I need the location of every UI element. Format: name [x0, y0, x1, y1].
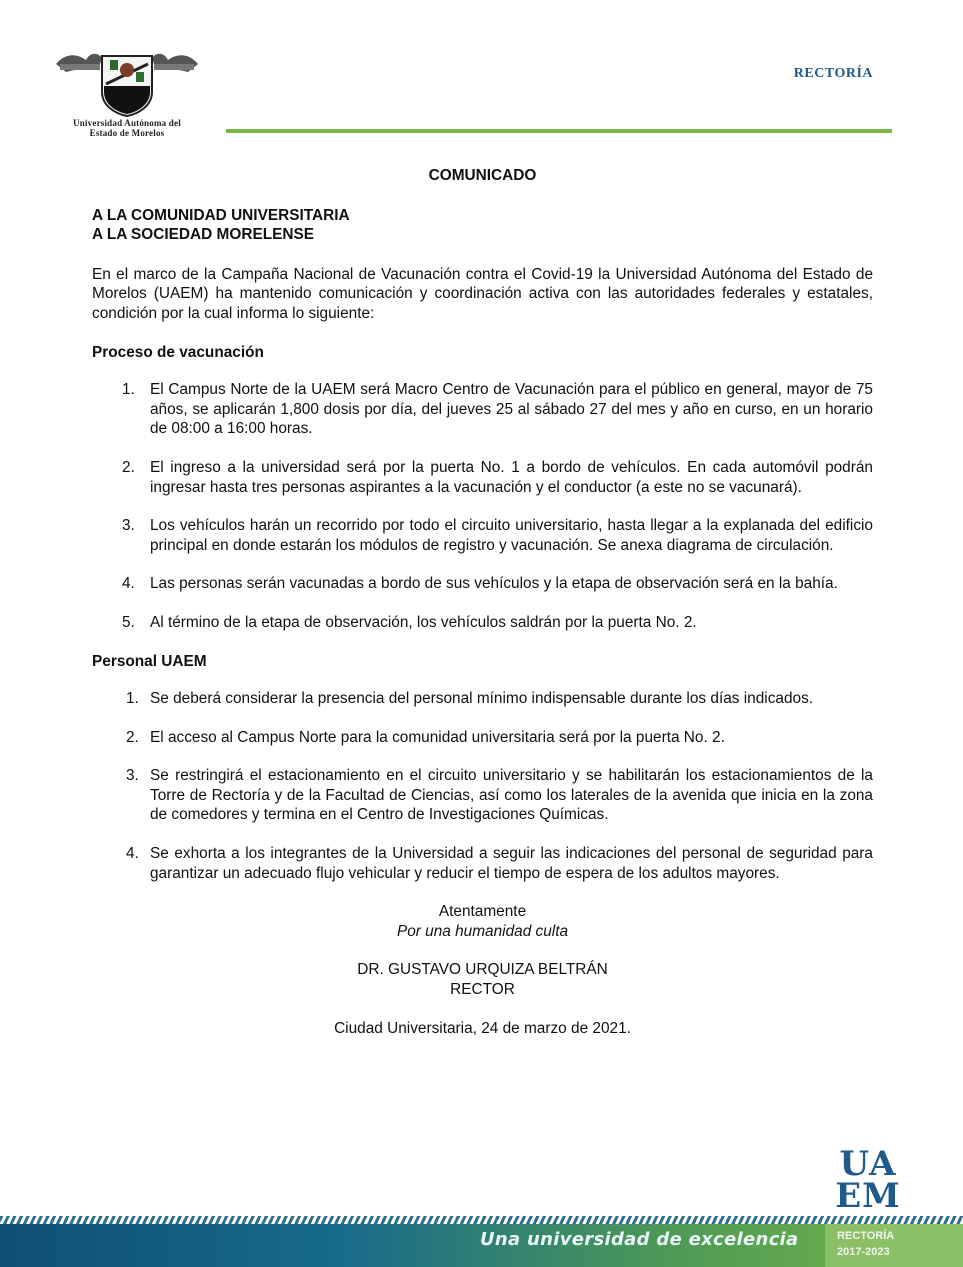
list-item	[92, 516, 873, 555]
closing-block	[92, 902, 873, 1038]
document-title: COMUNICADO	[428, 167, 537, 184]
item-number: 1.	[126, 690, 139, 708]
university-logo	[52, 46, 202, 146]
university-name-line1: Universidad Autónoma del	[73, 118, 181, 128]
list-item	[92, 844, 873, 883]
section-heading-staff: Personal UAEM	[92, 652, 207, 670]
list-item	[92, 574, 873, 594]
staff-list	[92, 689, 873, 883]
item-text: El acceso al Campus Norte para la comunidad universitaria será por la puerta No. 2.	[150, 728, 725, 746]
list-item	[92, 766, 873, 825]
place-date: Ciudad Universitaria, 24 de marzo de 2021.	[334, 1019, 631, 1037]
item-text: Se exhorta a los integrantes de la Universidad a seguir las indicaciones del personal de seguridad para garantizar un adecuado flujo vehicular y reducir el tiempo de espera de los adultos mayores.	[150, 845, 873, 882]
item-text: Se deberá considerar la presencia del personal mínimo indispensable durante los días indicados.	[150, 690, 814, 708]
document-body	[92, 166, 873, 1038]
item-text: Los vehículos harán un recorrido por todo el circuito universitario, hasta llegar a la explanada del edificio principal en donde estarán los módulos de registro y vacunación. Se anexa diagrama de circulación.	[150, 517, 873, 554]
period-years: 2017-2023	[837, 1246, 890, 1258]
item-text: Al término de la etapa de observación, los vehículos saldrán por la puerta No. 2.	[150, 613, 697, 631]
addressee-block	[92, 206, 873, 245]
footer-period-badge	[825, 1224, 963, 1267]
item-text: El Campus Norte de la UAEM será Macro Centro de Vacunación para el público en general, mayor de 75 años, se aplicarán 1,800 dosis por día, del jueves 25 al sábado 27 del mes y año en curso, en un horario de 08:00 a 16:00 horas.	[150, 381, 873, 438]
item-number: 1.	[122, 381, 135, 399]
list-item	[92, 458, 873, 497]
salutation: Atentamente	[438, 903, 527, 921]
uaem-wordmark	[832, 1144, 904, 1218]
item-text: Se restringirá el estacionamiento en el circuito universitario y se habilitarán los estacionamientos de la Torre de Rectoría y de la Facultad de Ciencias, así como los laterales de la avenida que inicia en la zona de comedores y termina en el Centro de Investigaciones Químicas.	[150, 767, 873, 824]
addressee-line: A LA SOCIEDAD MORELENSE	[92, 226, 315, 244]
header-divider	[226, 129, 892, 133]
addressee-line: A LA COMUNIDAD UNIVERSITARIA	[92, 206, 350, 224]
footer-stripe	[0, 1216, 963, 1224]
wordmark-line1: UA	[839, 1144, 897, 1184]
intro-paragraph: En el marco de la Campaña Nacional de Vacunación contra el Covid-19 la Universidad Autónoma del Estado de Morelos (UAEM) ha mantenido comunicación y coordinación activa con las autoridades federales y estatales, condición por la cual informa lo siguiente:	[92, 265, 873, 322]
university-name	[52, 118, 202, 138]
signatory-name: DR. GUSTAVO URQUIZA BELTRÁN	[357, 961, 608, 979]
section-heading-vaccination: Proceso de vacunación	[92, 343, 264, 361]
item-number: 3.	[126, 767, 139, 785]
item-number: 4.	[126, 845, 139, 863]
wordmark-line2: EM	[835, 1176, 901, 1216]
item-text: Las personas serán vacunadas a bordo de sus vehículos y la etapa de observación será en la bahía.	[150, 575, 838, 593]
item-number: 5.	[122, 613, 135, 631]
period-label: RECTORÍA	[837, 1230, 895, 1242]
item-number: 2.	[122, 458, 135, 476]
signatory-position: RECTOR	[450, 981, 515, 999]
item-text: El ingreso a la universidad será por la puerta No. 1 a bordo de vehículos. En cada automóvil podrán ingresar hasta tres personas aspirantes a la vacunación y el conductor (a este no se vacunará).	[150, 458, 873, 496]
motto: Por una humanidad culta	[396, 922, 569, 940]
list-item	[92, 728, 873, 748]
item-number: 3.	[122, 517, 135, 535]
item-number: 2.	[126, 728, 139, 746]
vaccination-list	[92, 380, 873, 632]
list-item	[92, 380, 873, 439]
footer-slogan: Una universidad de excelencia	[480, 1229, 799, 1250]
university-name-line2: Estado de Morelos	[89, 128, 165, 138]
university-crest-icon	[52, 46, 202, 118]
list-item	[92, 689, 873, 709]
item-number: 4.	[122, 575, 135, 593]
office-label: RECTORÍA	[793, 66, 873, 81]
list-item	[92, 613, 873, 633]
